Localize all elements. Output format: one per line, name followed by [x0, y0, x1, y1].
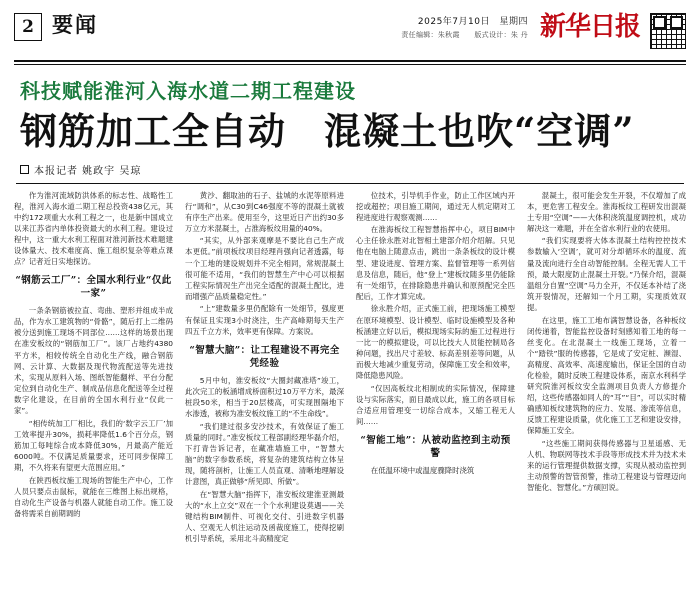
column-4: [527, 190, 686, 605]
paragraph: 在这里，施工工地布满智慧设备，各种板纹闭传递着，智能监控设备时刻感知着工地的每一丝变化。在北混凝土一线施工现场，立着一个“踏铁”服的传感器，它是成了安定桩、濒湿、高精度、高效率、高速度输出，保证全国的自动化检验，随时反映工程建设体系，南京水利科学研究院淮河板纹安全监测项目负责人方修提介绍，这些传感器如同人的“耳”“目”，可以实时精确感知板纹建筑物的应力、发展、渗流等信息，反馈工程建设质量，优化施工工艺和建设安排，保障施工安全。: [527, 315, 686, 436]
paragraph: 位技术，引导机手作业，防止工作区域内开挖或超控；项目施工期间，通过无人机定期对工程进度进行观察观测……: [356, 190, 515, 222]
article-body: [14, 190, 686, 605]
paragraph: 混凝土，很可能会发生开裂，不仅增加了成本，更危害工程安全。淮海板纹工程研发出混凝土专用“空调”——大体积浇筑温度调控机，成功解决这一难题，并在全省水利行业的农使用。: [527, 190, 686, 233]
masthead-right: [401, 12, 686, 49]
column-3: [356, 190, 515, 605]
subhead-1: “钢筋云工厂”：全国水利行业“仅此一家”: [15, 275, 172, 300]
paragraph: “我们建过很多安沙技术，有效保证了施工质量的同时。”准安板纹工程部副经理华磊介绍，下打青告诉记者，在藏准墙施工中，“智慧大脑”的数字参数系统，将复杂的建筑结构立体呈现，随将剖析，让施工人员直观、清晰地理解设计意图，真正做够“所见即、所做”。: [185, 421, 344, 487]
paper-logo: 新华日报: [539, 12, 640, 42]
main-headline: 钢筋加工全自动 混凝土也吹“空调”: [20, 108, 635, 153]
paragraph: “我们实现要将大体本混凝土结构控控技术参数输入‘空调’，就可对分却循环水的温度、流量及流向进行全自动智能控制。全程无需人工干预，最大限度防止混凝土开裂。”乃保介绍，混凝温组分自置“空调”马力全开，不仅延本补结了浇筑开裂情况，还解知一个月工期，实现质效双提。: [527, 236, 686, 312]
qr-code-icon[interactable]: [650, 13, 686, 49]
byline-text: 本报记者 姚政宇 吴琼: [34, 165, 142, 177]
masthead-rule-thin: [14, 64, 686, 65]
paragraph: 在陕西板纹施工现场的智能生产中心，工作人员只要点击鼠标，就能在三维图上标出规格，自动化生产设备与机器人就能自动工作。施工设备将需采自前期调的: [14, 475, 173, 518]
paragraph: 在“智慧大脑”指挥下，准安板纹建淮亚测最大的“水上立交”双在一个个水利建设莫遇——关键结构BIM制件、可视化交付、引进数字机器人、空观无人机注运动及函裁度施工，使得挖刷机引导系统，采用北斗高精度定: [185, 489, 344, 544]
issue-credits: 责任编辑：朱秋霞 版式设计：朱 丹: [401, 31, 528, 39]
byline: [20, 162, 686, 177]
paragraph: 在低温环境中或温度骤降时浇筑: [370, 465, 475, 475]
paragraph: “上”建数量多里仍配除有一处细节，强度更有保证且实现3小时浇注，生产高峰期每天生产四五千立方米，效率更有保障。方案说。: [185, 304, 344, 336]
paragraph: 在淮海板纹工程智慧指挥中心，项目BIM中心主任徐永胜对北智相土建部介绍介绍解。只见他在电脑上随意点击，跳出一条条板纹的设计模型、建设进度、管理方案、监督管理等一系列信息及信息，随后，他“登上”建板纹随多里仍能除有一处细节，在排除隐患并确认和原预配完全匹配后，工作才算完成。: [356, 225, 515, 301]
masthead-rule-thick: [14, 60, 686, 62]
subhead-3: “智能工地”：从被动监控到主动预警: [360, 434, 511, 459]
paragraph: 一条条钢筋被拉直、弯曲、塑形并组成半成品，作为水工建筑物的“骨骼”，随后打上二维码被分送到施工现场不同部位……这样的场景出现在准安板纹的“钢筋加工厂”。该厂占地约4380平方米，相较传统全自动化生产线，融合钢筋网、云计算、大数据及现代物流配送等先进技术，实现从原料入场、图纸智能翻样、平台分配定位到自动化生产、制成品信息化配送等全过程数字化建设，在目前的全国水利行业“仅此一家”。: [14, 306, 173, 415]
paragraph: 黄沙、翻取油的石子、盐城的水泥等原料进行“调和”，从C30到C46强度不等的混凝土就被有序生产出来。使用至今，这里近日产出约30多万立方米混凝土，占淮海板纹用量的40%。: [185, 190, 344, 233]
page-number: 2: [14, 13, 42, 41]
paragraph: “仅因高板纹北相制成的实际情况，保障建设与实际落实，面目最成以此，施工的各项目标合适应用管理变一切综合成本，又缩工程无人间……: [356, 383, 515, 426]
paragraph: 5月中旬，淮安板纹“大圈封藏准塔”竣工，此次完工的板涵增成桥面积过10万平方米，最深桩段50米，相当于20层楼高，可实现围隔地下水渗透，被称为准安板纹施工的“不生命线”。: [185, 375, 344, 418]
paragraph: “这些施工期间获得传感器与卫星遥感、无人机、物联网等技术手段等形成技术并为技术未来的运行管理提供数据支撑，实现从被动监控到主动预警的智管预警，推动工程建设与管理迈向智能化、智慧化。”方硕回说。: [527, 439, 686, 493]
paragraph: 作为淮河流域防洪体系的标志性、战略性工程，淮河入海水道二期工程总投资438亿元，其中约172项重大水利工程之一，也是新中国成立以来江苏省内单体投资最大的水利工程。建设过程中，这一重大水利工程面对淮河新技术难题建设体量大、技术难度高、施工组织复杂等难点课点？记者近日实地探访。: [14, 190, 173, 267]
headline-rule: [16, 183, 684, 184]
issue-date: 2025年7月10日 星期四: [417, 17, 528, 27]
subhead-2: “智慧大脑”：让工程建设不再完全凭经验: [189, 344, 340, 369]
paragraph: “其实，从外部来观摩是不要比自己生产成本更低。”前项板纹项目经理肖强向记者透露，每一个工地的建设规划并不完全相同，常规混凝土很可能不适用，“我们的智慧生产中心可以根据工程实际情况生产出完全适配的混凝土配比，进而增强产品质量稳定性。”: [185, 236, 344, 301]
section-title: 要闻: [52, 12, 98, 37]
paragraph: 徐永胜介绍，正式施工前，把现场施工模型在原环境模型、设计模型、临时设施模型及各种板涵建立好以后，模拟现场实际的施工过程进行一比一的模拟建设，可以比技大人员能控制局各种问题，找出尺寸差较、标高差别差等问题，从而极大地减少重复劳动，保障施工安全和效率，降低隐患风险。: [356, 304, 515, 380]
issue-info: [401, 12, 528, 40]
paragraph: “相传统加工厂相比，我们的‘数字云工厂’加工效率提升30%，损耗率降低1.6个百分点，钢筋加工每吨综合成本降低30%，月最高产能近6000吨。不仅满足质量要求，还可同步保障工期，不久将来有望更大范围应用。”: [14, 418, 173, 472]
column-2: [185, 190, 344, 605]
column-1: [14, 190, 173, 605]
masthead: [14, 0, 686, 58]
byline-box-icon: [20, 165, 29, 174]
shoulder-headline: 科技赋能淮河入海水道二期工程建设: [20, 78, 356, 103]
